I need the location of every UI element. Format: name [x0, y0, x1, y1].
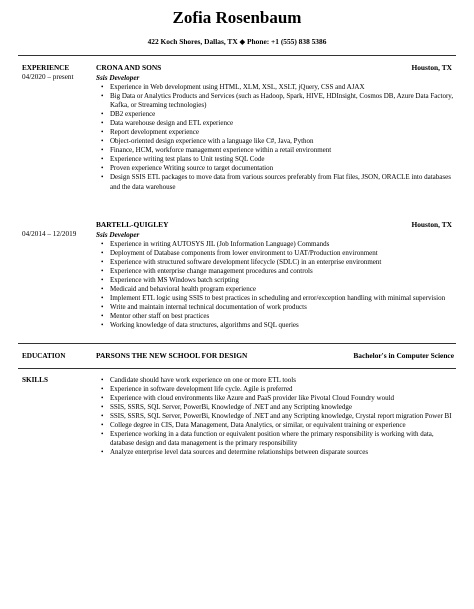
- education-section-label: EDUCATION: [22, 352, 66, 360]
- list-item: • Experience with enterprise change management procedures and controls: [100, 267, 456, 276]
- company-name: CRONA AND SONS: [96, 63, 162, 72]
- list-item: • Design SSIS ETL packages to move data from various sources preferably from Flat files, JSON, ORACLE into databases and the data warehouse: [100, 173, 456, 191]
- list-item: • Medicaid and behavioral health program experience: [100, 285, 456, 294]
- candidate-name: Zofia Rosenbaum: [172, 8, 302, 27]
- section-divider: [18, 343, 456, 344]
- company-name: BARTELL-QUIGLEY: [96, 220, 169, 229]
- list-item: • Candidate should have work experience on one or more ETL tools: [100, 376, 456, 385]
- list-item: • Data warehouse design and ETL experience: [100, 119, 456, 128]
- list-item: • Experience in software development life cycle. Agile is preferred: [100, 385, 456, 394]
- experience-section-label: EXPERIENCE: [22, 64, 70, 72]
- list-item: • Object-oriented design experience with a language like C#, Java, Python: [100, 137, 456, 146]
- section-divider: [18, 368, 456, 369]
- job-location: Houston, TX: [411, 220, 452, 229]
- job-dates: 04/2020 – present: [22, 73, 74, 81]
- job-bullets: [100, 83, 456, 192]
- degree: Bachelor's in Computer Science: [353, 351, 454, 360]
- job-location: Houston, TX: [411, 63, 452, 72]
- list-item: • Experience in writing AUTOSYS JIL (Job Information Language) Commands: [100, 240, 456, 249]
- list-item: • College degree in CIS, Data Management, Data Analytics, or similar, or equivalent training or experience: [100, 421, 456, 430]
- job-bullets: [100, 240, 456, 330]
- school-name: PARSONS THE NEW SCHOOL FOR DESIGN: [96, 351, 248, 360]
- list-item: • Deployment of Database components from lower environment to UAT/Production environment: [100, 249, 456, 258]
- list-item: • Experience working in a data function or equivalent position where the primary responsibility is working with data, database design and data management is the primary responsibility: [100, 430, 456, 448]
- list-item: • Experience in Web development using HTML, XLM, XSL, XSLT, jQuery, CSS and AJAX: [100, 83, 456, 92]
- job-header: [96, 220, 452, 230]
- job-header: [96, 63, 452, 73]
- header-divider: [18, 55, 456, 56]
- list-item: • DB2 experience: [100, 110, 456, 119]
- list-item: • Analyze enterprise level data sources and determine relationships between disparate sources: [100, 448, 456, 457]
- list-item: • Implement ETL logic using SSIS to best practices in scheduling and error/exception handling with minimal supervision: [100, 294, 456, 303]
- job-title: Ssis Developer: [96, 231, 140, 239]
- list-item: • Experience writing test plans to Unit testing SQL Code: [100, 155, 456, 164]
- skills-section-label: SKILLS: [22, 376, 48, 384]
- list-item: • SSIS, SSRS, SQL Server, PowerBi, Knowledge of .NET and any Scripting knowledge, Crystal report migration Power BI: [100, 412, 456, 421]
- list-item: • Experience with structured software development lifecycle (SDLC) in an enterprise environment: [100, 258, 456, 267]
- list-item: • Mentor other staff on best practices: [100, 312, 456, 321]
- job-title: Ssis Developer: [96, 74, 140, 82]
- list-item: • Proven experience Writing source to target documentation: [100, 164, 456, 173]
- list-item: • SSIS, SSRS, SQL Server, PowerBi, Knowledge of .NET and any Scripting knowledge: [100, 403, 456, 412]
- list-item: • Finance, HCM, workforce management experience within a retail environment: [100, 146, 456, 155]
- list-item: • Experience with MS Windows batch scripting: [100, 276, 456, 285]
- list-item: • Write and maintain internal technical documentation of work products: [100, 303, 456, 312]
- list-item: • Report development experience: [100, 128, 456, 137]
- list-item: • Big Data or Analytics Products and Services (such as Hadoop, Spark, HIVE, HDInsight, Cosmos DB, Azure Data Factory, Kafka, or Streaming technologies): [100, 92, 456, 110]
- job-dates: 04/2014 – 12/2019: [22, 230, 77, 238]
- list-item: • Experience with cloud environments like Azure and PaaS provider like Pivotal Cloud Foundry would: [100, 394, 456, 403]
- contact-line: 422 Koch Shores, Dallas, TX ◆ Phone: +1 (555) 838 5386: [147, 37, 327, 46]
- skills-bullets: [100, 376, 456, 457]
- list-item: • Working knowledge of data structures, algorithms and SQL queries: [100, 321, 456, 330]
